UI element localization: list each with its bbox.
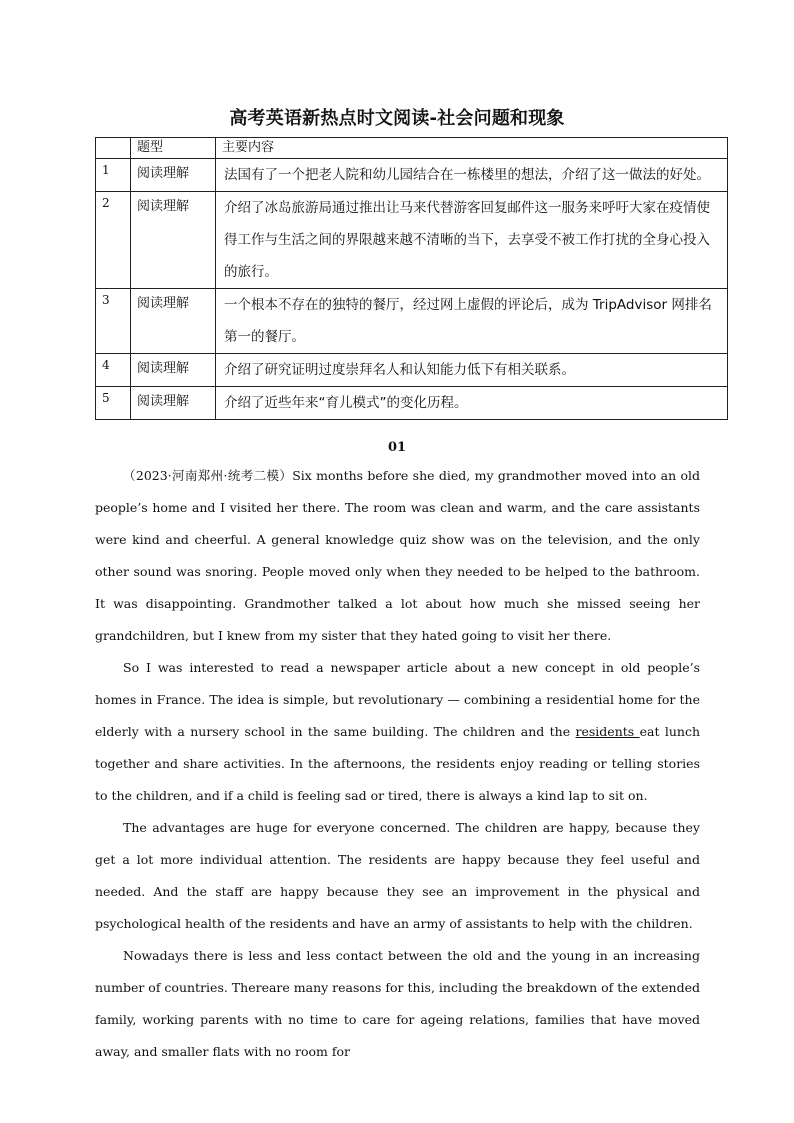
row-num: 1 <box>96 159 131 192</box>
row-type: 阅读理解 <box>131 387 216 420</box>
row-content: 介绍了研究证明过度崇拜名人和认知能力低下有相关联系。 <box>216 354 728 387</box>
row-num: 4 <box>96 354 131 387</box>
article-body <box>95 460 700 1068</box>
paragraph-1: （2023·河南郑州·统考二模）Six months before she died, my grandmother moved into an old people’s home and I visited her there. The room was clean and warm, and the care assistants were kind and cheerful. A general knowledge quiz show was on the television, and the only other sound was snoring. People moved only when they needed to be helped to the bathroom. It was disappointing. Grandmother talked a lot about how much she missed seeing her grandchildren, but I knew from my sister that they hated going to visit her there. <box>95 468 700 643</box>
paragraph-2 <box>95 652 700 812</box>
table-row <box>96 387 728 420</box>
table-row <box>96 289 728 354</box>
table-row <box>96 159 728 192</box>
table-row <box>96 192 728 289</box>
underlined-word: residents <box>575 724 640 739</box>
row-num: 5 <box>96 387 131 420</box>
row-num: 3 <box>96 289 131 354</box>
header-num <box>96 138 131 159</box>
row-type: 阅读理解 <box>131 192 216 289</box>
paragraph-3: The advantages are huge for everyone concerned. The children are happy, because they get a lot more individual attention. The residents are happy because they feel useful and needed. And the staff are happy because they see an improvement in the physical and psychological health of the residents and have an army of assistants to help with the children. <box>95 820 700 931</box>
row-type: 阅读理解 <box>131 289 216 354</box>
table-row <box>96 354 728 387</box>
row-content: 介绍了冰岛旅游局通过推出让马来代替游客回复邮件这一服务来呼吁大家在疫情使得工作与生活之间的界限越来越不清晰的当下，去享受不被工作打扰的全身心投入的旅行。 <box>216 192 728 289</box>
section-heading: 01 <box>387 440 407 455</box>
row-content: 介绍了近些年来“育儿模式”的变化历程。 <box>216 387 728 420</box>
table-header-row <box>96 138 728 159</box>
paragraph-2-start: So I was interested to read a newspaper article about a new concept in old people’s homes in France. The idea is simple, but revolutionary — combining a residential home for the elderly with a nursery school in the same building. The children and the <box>95 660 700 739</box>
header-type: 题型 <box>131 138 216 159</box>
page-title: 高考英语新热点时文阅读-社会问题和现象 <box>229 108 565 129</box>
row-type: 阅读理解 <box>131 354 216 387</box>
header-content: 主要内容 <box>216 138 728 159</box>
row-content: 法国有了一个把老人院和幼儿园结合在一栋楼里的想法，介绍了这一做法的好处。 <box>216 159 728 192</box>
topics-table <box>95 137 728 420</box>
paragraph-2-end: eat lunch together and share activities. In the afternoons, the residents enjoy reading or telling stories to the children, and if a child is feeling sad or tired, there is always a kind lap to sit on. <box>95 724 701 803</box>
row-type: 阅读理解 <box>131 159 216 192</box>
row-num: 2 <box>96 192 131 289</box>
paragraph-4: Nowadays there is less and less contact between the old and the young in an increasing number of countries. Thereare many reasons for this, including the breakdown of the extended family, working parents with no time to care for ageing relations, families that have moved away, and smaller flats with no room for <box>95 948 701 1059</box>
row-content: 一个根本不存在的独特的餐厅，经过网上虚假的评论后，成为 TripAdvisor 网排名第一的餐厅。 <box>216 289 728 354</box>
